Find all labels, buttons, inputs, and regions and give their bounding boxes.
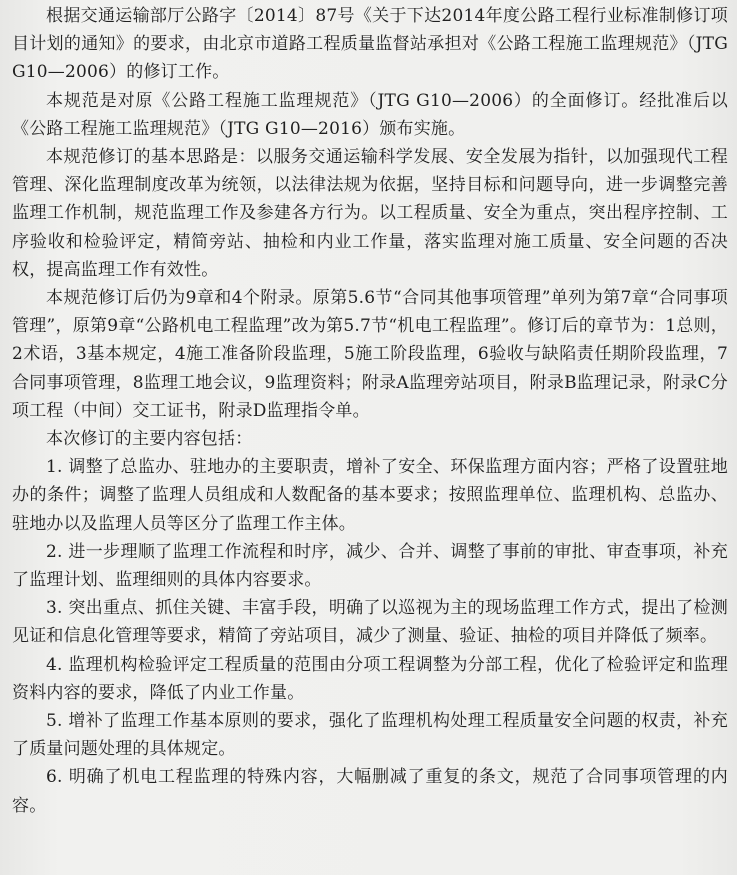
paragraph-revision-background: 根据交通运输部厅公路字〔2014〕87号《关于下达2014年度公路工程行业标准制修订项目计划的通知》的要求，由北京市道路工程质量监督站承担对《公路工程施工监理规范》（JTG G10—2006）的修订工作。	[12, 6, 728, 83]
paragraph-chapter-structure: 本规范修订后仍为9章和4个附录。原第5.6节“合同其他事项管理”单列为第7章“合同事项管理”，原第9章“公路机电工程监理”改为第5.7节“机电工程监理”。修订后的章节为：1总则，2术语，3基本规定，4施工准备阶段监理，5施工阶段监理，6验收与缺陷责任期阶段监理，7合同事项管理，8监理工地会议，9监理资料；附录A监理旁站项目，附录B监理记录，附录C分项工程（中间）交工证书，附录D监理指令单。	[12, 288, 728, 421]
list-item-3: 3. 突出重点、抓住关键、丰富手段，明确了以巡视为主的现场监理工作方式，提出了检测见证和信息化管理等要求，精简了旁站项目，减少了测量、验证、抽检的项目并降低了频率。	[12, 598, 728, 647]
paragraph-main-content-intro: 本次修订的主要内容包括：	[46, 429, 253, 450]
list-item-6: 6. 明确了机电工程监理的特殊内容，大幅删减了重复的条文，规范了合同事项管理的内容。	[12, 767, 728, 816]
list-item-4: 4. 监理机构检验评定工程质量的范围由分项工程调整为分部工程，优化了检验评定和监理资料内容的要求，降低了内业工作量。	[12, 654, 728, 703]
paragraph-full-revision: 本规范是对原《公路工程施工监理规范》（JTG G10—2006）的全面修订。经批准后以《公路工程施工监理规范》（JTG G10—2016）颁布实施。	[12, 90, 728, 139]
list-item-2: 2. 进一步理顺了监理工作流程和时序，减少、合并、调整了事前的审批、审查事项，补充了监理计划、监理细则的具体内容要求。	[12, 541, 728, 591]
document-body	[12, 2, 728, 820]
paragraph-basic-approach: 本规范修订的基本思路是：以服务交通运输科学发展、安全发展为指针，以加强现代工程管理、深化监理制度改革为统领，以法律法规为依据，坚持目标和问题导向，进一步调整完善监理工作机制，规范监理工作及参建各方行为。以工程质量、安全为重点，突出程序控制、工序验收和检验评定，精简旁站、抽检和内业工作量，落实监理对施工质量、安全问题的否决权，提高监理工作有效性。	[12, 147, 728, 280]
list-item-5: 5. 增补了监理工作基本原则的要求，强化了监理机构处理工程质量安全问题的权责，补充了质量问题处理的具体规定。	[12, 711, 728, 760]
list-item-1: 1. 调整了总监办、驻地办的主要职责，增补了安全、环保监理方面内容；严格了设置驻地办的条件；调整了监理人员组成和人数配备的基本要求；按照监理单位、监理机构、总监办、驻地办以及监理人员等区分了监理工作主体。	[12, 457, 728, 534]
